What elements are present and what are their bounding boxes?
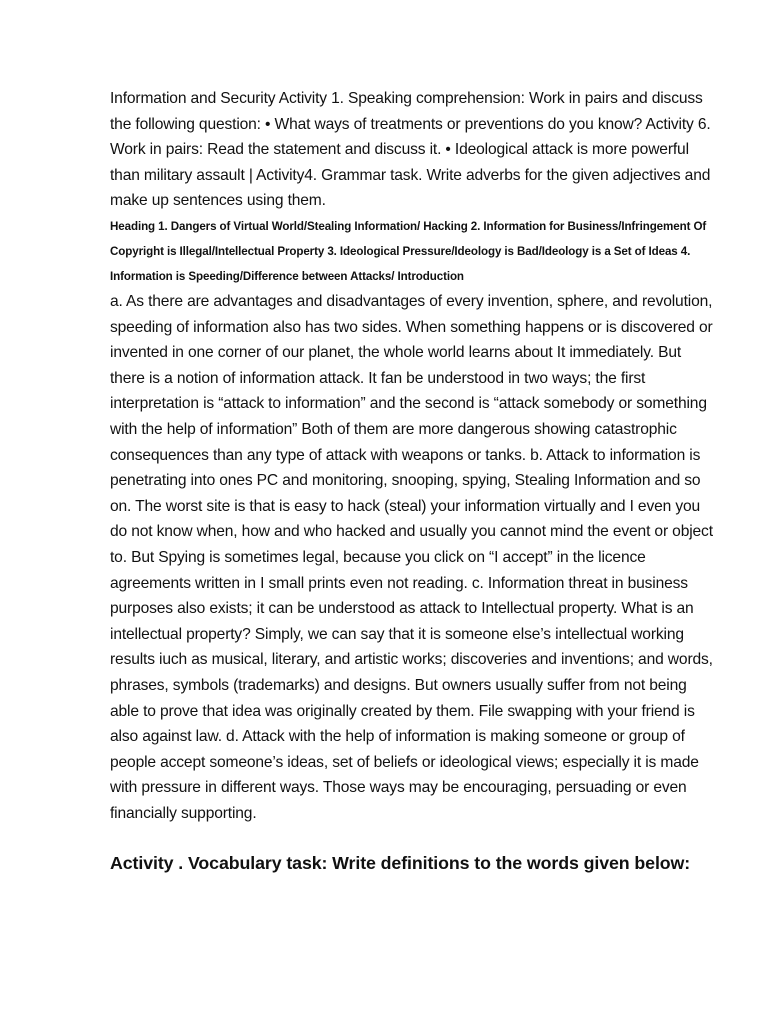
activity-heading: Activity . Vocabulary task: Write definitions to the words given below: — [110, 852, 691, 873]
body-paragraph: a. As there are advantages and disadvantages of every invention, sphere, and revolution, speeding of information also has two sides. When something happens or is discovered or invented in one corner of our planet, the whole world learns about It immediately. But there is a notion of information attack. It fan be understood in two ways; the first interpretation is “attack to information” and the second is “attack somebody or something with the help of information” Both of them are more dangerous showing catastrophic consequences than any type of attack with weapons or tanks. b. Attack to information is penetrating into ones PC and monitoring, snooping, spying, Stealing Information and so on. The worst site is that is easy to hack (steal) your information virtually and I even you do not know when, how and who hacked and usually you cannot mind the event or object to. But Spying is sometimes legal, because you click on “I accept” in the licence agreements written in I small prints even not reading. c. Information threat in business purposes also exists; it can be understood as attack to Intellectual property. What is an intellectual property? Simply, we can say that it is someone else’s intellectual working results iuch as musical, literary, and artistic works; discoveries and inventions; and words, phrases, symbols (trademarks) and designs. But owners usually suffer from not being able to prove that idea was originally created by them. File swapping with your friend is also against law. d. Attack with the help of information is making someone or group of people accept someone’s ideas, set of beliefs or ideological views; especially it is made with pressure in different ways. Those ways may be encouraging, persuading or even financially supporting. — [110, 293, 713, 822]
document-page — [110, 86, 714, 876]
headings-list: Heading 1. Dangers of Virtual World/Stealing Information/ Hacking 2. Information for Business/Infringement Of Copyright is Illegal/Intellectual Property 3. Ideological Pressure/Ideology is Bad/Ideology is a Set of Ideas 4. Information is Speeding/Difference between Attacks/ Introduction — [110, 219, 707, 283]
intro-paragraph: Information and Security Activity 1. Speaking comprehension: Work in pairs and discuss the following question: • What ways of treatments or preventions do you know? Activity 6. Work in pairs: Read the statement and discuss it. • Ideological attack is more powerful than military assault | Activity4. Grammar task. Write adverbs for the given adjectives and make up sentences using them. — [110, 90, 711, 209]
